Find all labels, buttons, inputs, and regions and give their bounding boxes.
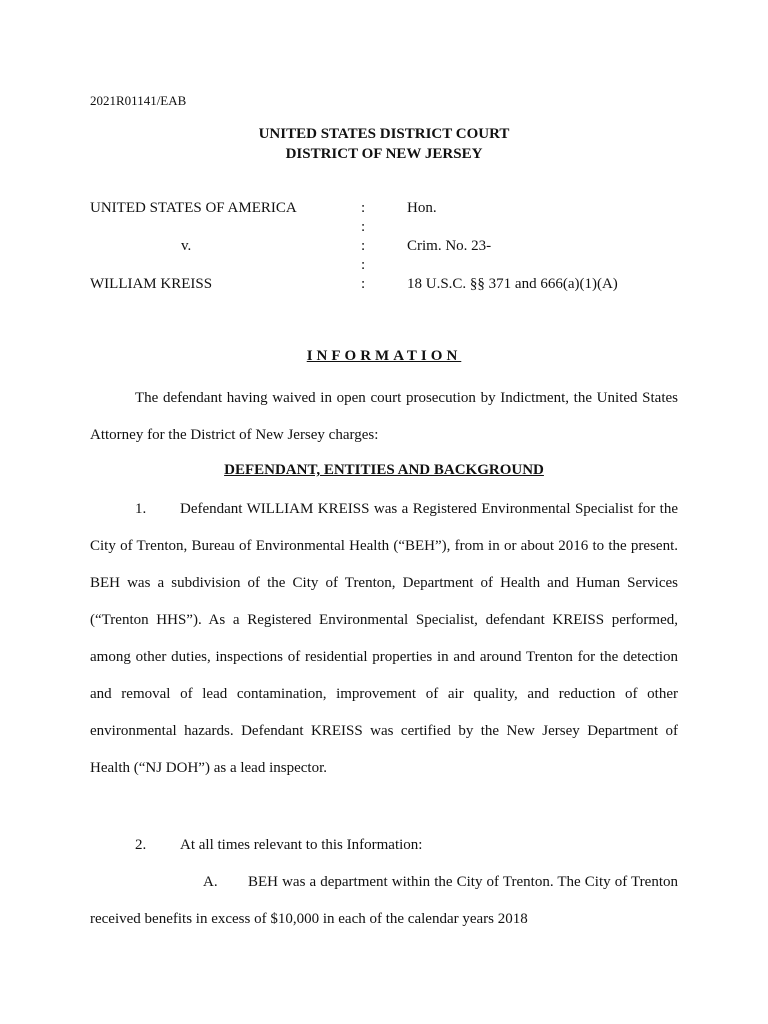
paragraph-text: At all times relevant to this Information: <box>180 837 423 853</box>
caption-colon: : <box>361 238 366 254</box>
caption-statutes: 18 U.S.C. §§ 371 and 666(a)(1)(A) <box>407 276 618 292</box>
subparagraph-2a <box>90 864 678 938</box>
caption-versus: v. <box>181 238 192 254</box>
caption-colon: : <box>361 200 366 216</box>
court-district: DISTRICT OF NEW JERSEY <box>285 146 483 162</box>
subparagraph-text: BEH was a department within the City of Trenton. The City of Trenton received benefits in excess of $10,000 in each of the calendar years 2018 <box>90 874 678 927</box>
caption-colon: : <box>361 219 366 235</box>
paragraph-number: 2. <box>135 837 147 853</box>
paragraph-number: 1. <box>135 501 147 517</box>
court-header <box>0 124 768 164</box>
caption-row <box>90 256 690 275</box>
caption-row <box>90 218 690 237</box>
paragraph-text: Defendant WILLIAM KREISS was a Registered Environmental Specialist for the City of Trenton, Bureau of Environmental Health (“BEH”), from in or about 2016 to the present. BEH was a subdivision of the City of Trenton, Department of Health and Human Services (“Trenton HHS”). As a Registered Environmental Specialist, defendant KREISS performed, among other duties, inspections of residential properties in and around Trenton for the detection and removal of lead contamination, improvement of air quality, and reduction of other environmental hazards. Defendant KREISS was certified by the New Jersey Department of Health (“NJ DOH”) as a lead inspector. <box>90 501 678 776</box>
caption-colon: : <box>361 257 366 273</box>
paragraph-1 <box>90 491 678 787</box>
subparagraph-letter: A. <box>203 874 218 890</box>
document-title: INFORMATION <box>306 348 462 364</box>
caption-row <box>90 275 690 294</box>
caption-defendant: WILLIAM KREISS <box>90 276 213 292</box>
section-heading: DEFENDANT, ENTITIES AND BACKGROUND <box>224 462 544 478</box>
caption-row <box>90 237 690 256</box>
caption-plaintiff: UNITED STATES OF AMERICA <box>90 200 297 216</box>
caption-colon: : <box>361 276 366 292</box>
document-number: 2021R01141/EAB <box>90 93 187 108</box>
caption-case-number: Crim. No. 23- <box>407 238 492 254</box>
caption-row <box>90 199 690 218</box>
caption-judge: Hon. <box>407 200 437 216</box>
intro-paragraph: The defendant having waived in open court prosecution by Indictment, the United States Attorney for the District of New Jersey charges: <box>90 390 678 443</box>
court-name: UNITED STATES DISTRICT COURT <box>258 126 510 142</box>
case-caption <box>90 199 690 294</box>
paragraph-2 <box>90 827 678 864</box>
